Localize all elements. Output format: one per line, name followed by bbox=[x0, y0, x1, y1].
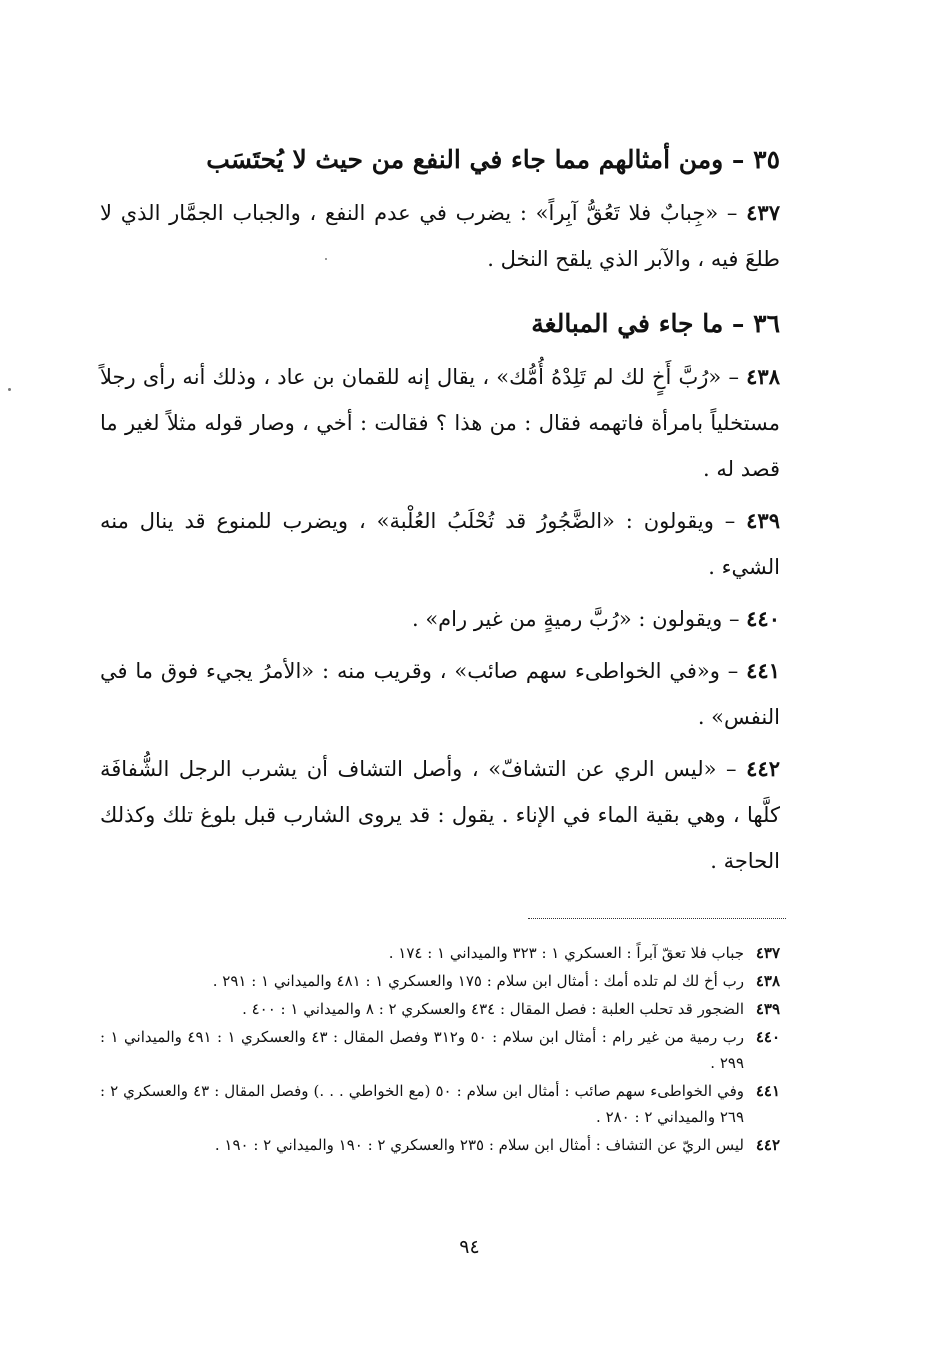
footnote-text: رب أخ لك لم تلده أمك : أمثال ابن سلام : ١٧٥ والعسكري ١ : ٤٨١ والميداني ١ : ٢٩١ . bbox=[212, 972, 744, 990]
footnote-text: رب رمية من غير رام : أمثال ابن سلام : ٥٠ و٣١٢ وفصل المقال : ٤٣ والعسكري ١ : ٤٩١ والميداني ١ : ٢٩٩ . bbox=[100, 1028, 745, 1072]
footnote-437 bbox=[100, 940, 780, 966]
footnote-divider bbox=[528, 918, 786, 919]
entry-441 bbox=[100, 648, 780, 740]
entry-number: ٤٣٨ bbox=[746, 364, 780, 389]
entry-number: ٤٤٢ bbox=[746, 756, 780, 781]
entry-number: ٤٣٧ bbox=[746, 200, 780, 225]
entry-number: ٤٤٠ bbox=[746, 606, 780, 631]
entry-442 bbox=[100, 746, 780, 884]
footnote-text: الضجور قد تحلب العلبة : فصل المقال : ٤٣٤ والعسكري ٢ : ٨ والميداني ١ : ٤٠٠ . bbox=[242, 1000, 744, 1018]
entry-number: ٤٤١ bbox=[746, 658, 780, 683]
footnote-438 bbox=[100, 968, 780, 994]
footnote-441 bbox=[100, 1078, 780, 1130]
footnote-text: ليس الريّ عن التشاف : أمثال ابن سلام : ٢٣٥ والعسكري ٢ : ١٩٠ والميداني ٢ : ١٩٠ . bbox=[214, 1136, 744, 1154]
entry-text: – «ليس الري عن التشافّ» ، وأصل التشاف أن يشرب الرجل الشُّفافَة كلَّها ، وهي بقية الماء في الإناء . يقول : قد يروى الشارب قبل بلوغ تلك وكذلك الحاجة . bbox=[100, 757, 780, 873]
entry-number: ٤٣٩ bbox=[746, 508, 780, 533]
entry-440 bbox=[100, 596, 780, 642]
footnotes bbox=[100, 940, 780, 1160]
entry-text: – و«في الخواطىء سهم صائب» ، وقريب منه : «الأمرُ يجيء فوق ما في النفس» . bbox=[100, 659, 780, 729]
footnote-number: ٤٣٩ bbox=[755, 1000, 780, 1018]
scan-speck bbox=[325, 258, 327, 260]
footnote-440 bbox=[100, 1024, 780, 1076]
entry-text: – ويقولون : «الضَّجُورُ قد تُحْلَبُ العُلْبة» ، ويضرب للمنوع قد ينال منه الشيء . bbox=[100, 509, 780, 579]
entry-text: – «رُبَّ أَخٍ لك لم تَلِدْهُ أُمُّك» ، يقال إنه للقمان بن عاد ، وذلك أنه رأى رجلاً مستخلياً بامرأة فاتهمه فقال : من هذا ؟ فقالت : أخي ، وصار قوله مثلاً لغير ما قصد له . bbox=[100, 365, 780, 481]
footnote-number: ٤٣٨ bbox=[755, 972, 780, 990]
footnote-439 bbox=[100, 996, 780, 1022]
scan-speck bbox=[8, 388, 11, 391]
footnote-number: ٤٤٢ bbox=[755, 1136, 780, 1154]
footnote-number: ٤٤١ bbox=[755, 1082, 780, 1100]
footnote-442 bbox=[100, 1132, 780, 1158]
entry-439 bbox=[100, 498, 780, 590]
section-heading-35: ٣٥ – ومن أمثالهم مما جاء في النفع من حيث لا يُحتَسَب bbox=[206, 145, 780, 174]
entry-text: – ويقولون : «رُبَّ رميةٍ من غير رام» . bbox=[411, 607, 747, 631]
entry-text: – «جِبابٌ فلا تَعُقُّ آبِراً» : يضرب في عدم النفع ، والجباب الجمَّار الذي لا طلعَ فيه ، والآبر الذي يلقح النخل . bbox=[100, 201, 780, 271]
section-heading-36: ٣٦ – ما جاء في المبالغة bbox=[531, 309, 780, 338]
entry-437 bbox=[100, 190, 780, 282]
footnote-text: جباب فلا تعقّ آبراً : العسكري ١ : ٣٢٣ والميداني ١ : ١٧٤ . bbox=[388, 944, 744, 962]
main-text bbox=[100, 140, 780, 890]
footnote-text: وفي الخواطىء سهم صائب : أمثال ابن سلام : ٥٠ (مع الخواطي . . .) وفصل المقال : ٤٣ والعسكري ٢ : ٢٦٩ والميداني ٢ : ٢٨٠ . bbox=[100, 1082, 745, 1126]
page-number: ٩٤ bbox=[459, 1236, 480, 1258]
footnote-number: ٤٤٠ bbox=[755, 1028, 780, 1046]
entry-438 bbox=[100, 354, 780, 492]
footnote-number: ٤٣٧ bbox=[755, 944, 780, 962]
